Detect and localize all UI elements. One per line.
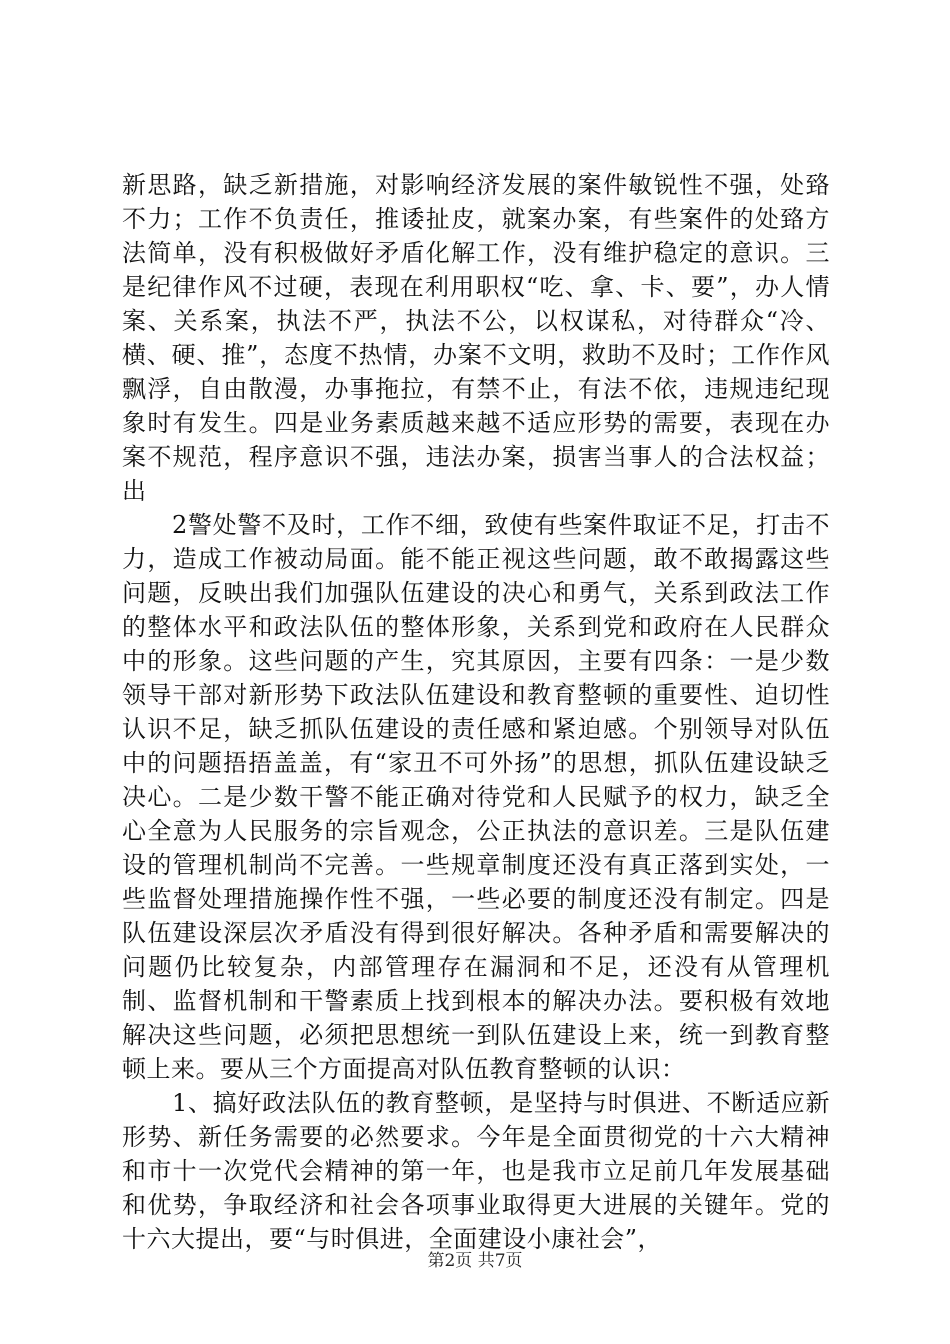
page-number-footer: 第2页 共7页 <box>427 1251 523 1271</box>
paragraph-1: 新思路，缺乏新措施，对影响经济发展的案件敏锐性不强，处臵不力；工作不负责任，推诿扯皮，就案办案，有些案件的处臵方法简单，没有积极做好矛盾化解工作，没有维护稳定的意识。三是纪律作风不过硬，表现在利用职权“吃、拿、卡、要”，办人情案、关系案，执法不严，执法不公，以权谋私，对待群众“冷、横、硬、推”，态度不热情，办案不文明，救助不及时；工作作风飘浮，自由散漫，办事拖拉，有禁不止，有法不依，违规违纪现象时有发生。四是业务素质越来越不适应形势的需要，表现在办案不规范，程序意识不强，违法办案，损害当事人的合法权益；出 <box>122 171 830 505</box>
document-body <box>122 168 830 1256</box>
paragraph-3: 1、搞好政法队伍的教育整顿，是坚持与时俱进、不断适应新形势、新任务需要的必然要求。今年是全面贯彻党的十六大精神和市十一次党代会精神的第一年，也是我市立足前几年发展基础和优势，争取经济和社会各项事业取得更大进展的关键年。党的十六大提出，要“与时俱进，全面建设小康社会”， <box>122 1089 830 1253</box>
paragraph-2: 2警处警不及时，工作不细，致使有些案件取证不足，打击不力，造成工作被动局面。能不能正视这些问题，敢不敢揭露这些问题，反映出我们加强队伍建设的决心和勇气，关系到政法工作的整体水平和政法队伍的整体形象，关系到党和政府在人民群众中的形象。这些问题的产生，究其原因，主要有四条：一是少数领导干部对新形势下政法队伍建设和教育整顿的重要性、迫切性认识不足，缺乏抓队伍建设的责任感和紧迫感。个别领导对队伍中的问题捂捂盖盖，有“家丑不可外扬”的思想，抓队伍建设缺乏决心。二是少数干警不能正确对待党和人民赋予的权力，缺乏全心全意为人民服务的宗旨观念，公正执法的意识差。三是队伍建设的管理机制尚不完善。一些规章制度还没有真正落到实处，一些监督处理措施操作性不强，一些必要的制度还没有制定。四是队伍建设深层次矛盾没有得到很好解决。各种矛盾和需要解决的问题仍比较复杂，内部管理存在漏洞和不足，还没有从管理机制、监督机制和干警素质上找到根本的解决办法。要积极有效地解决这些问题，必须把思想统一到队伍建设上来，统一到教育整顿上来。要从三个方面提高对队伍教育整顿的认识： <box>122 511 830 1083</box>
